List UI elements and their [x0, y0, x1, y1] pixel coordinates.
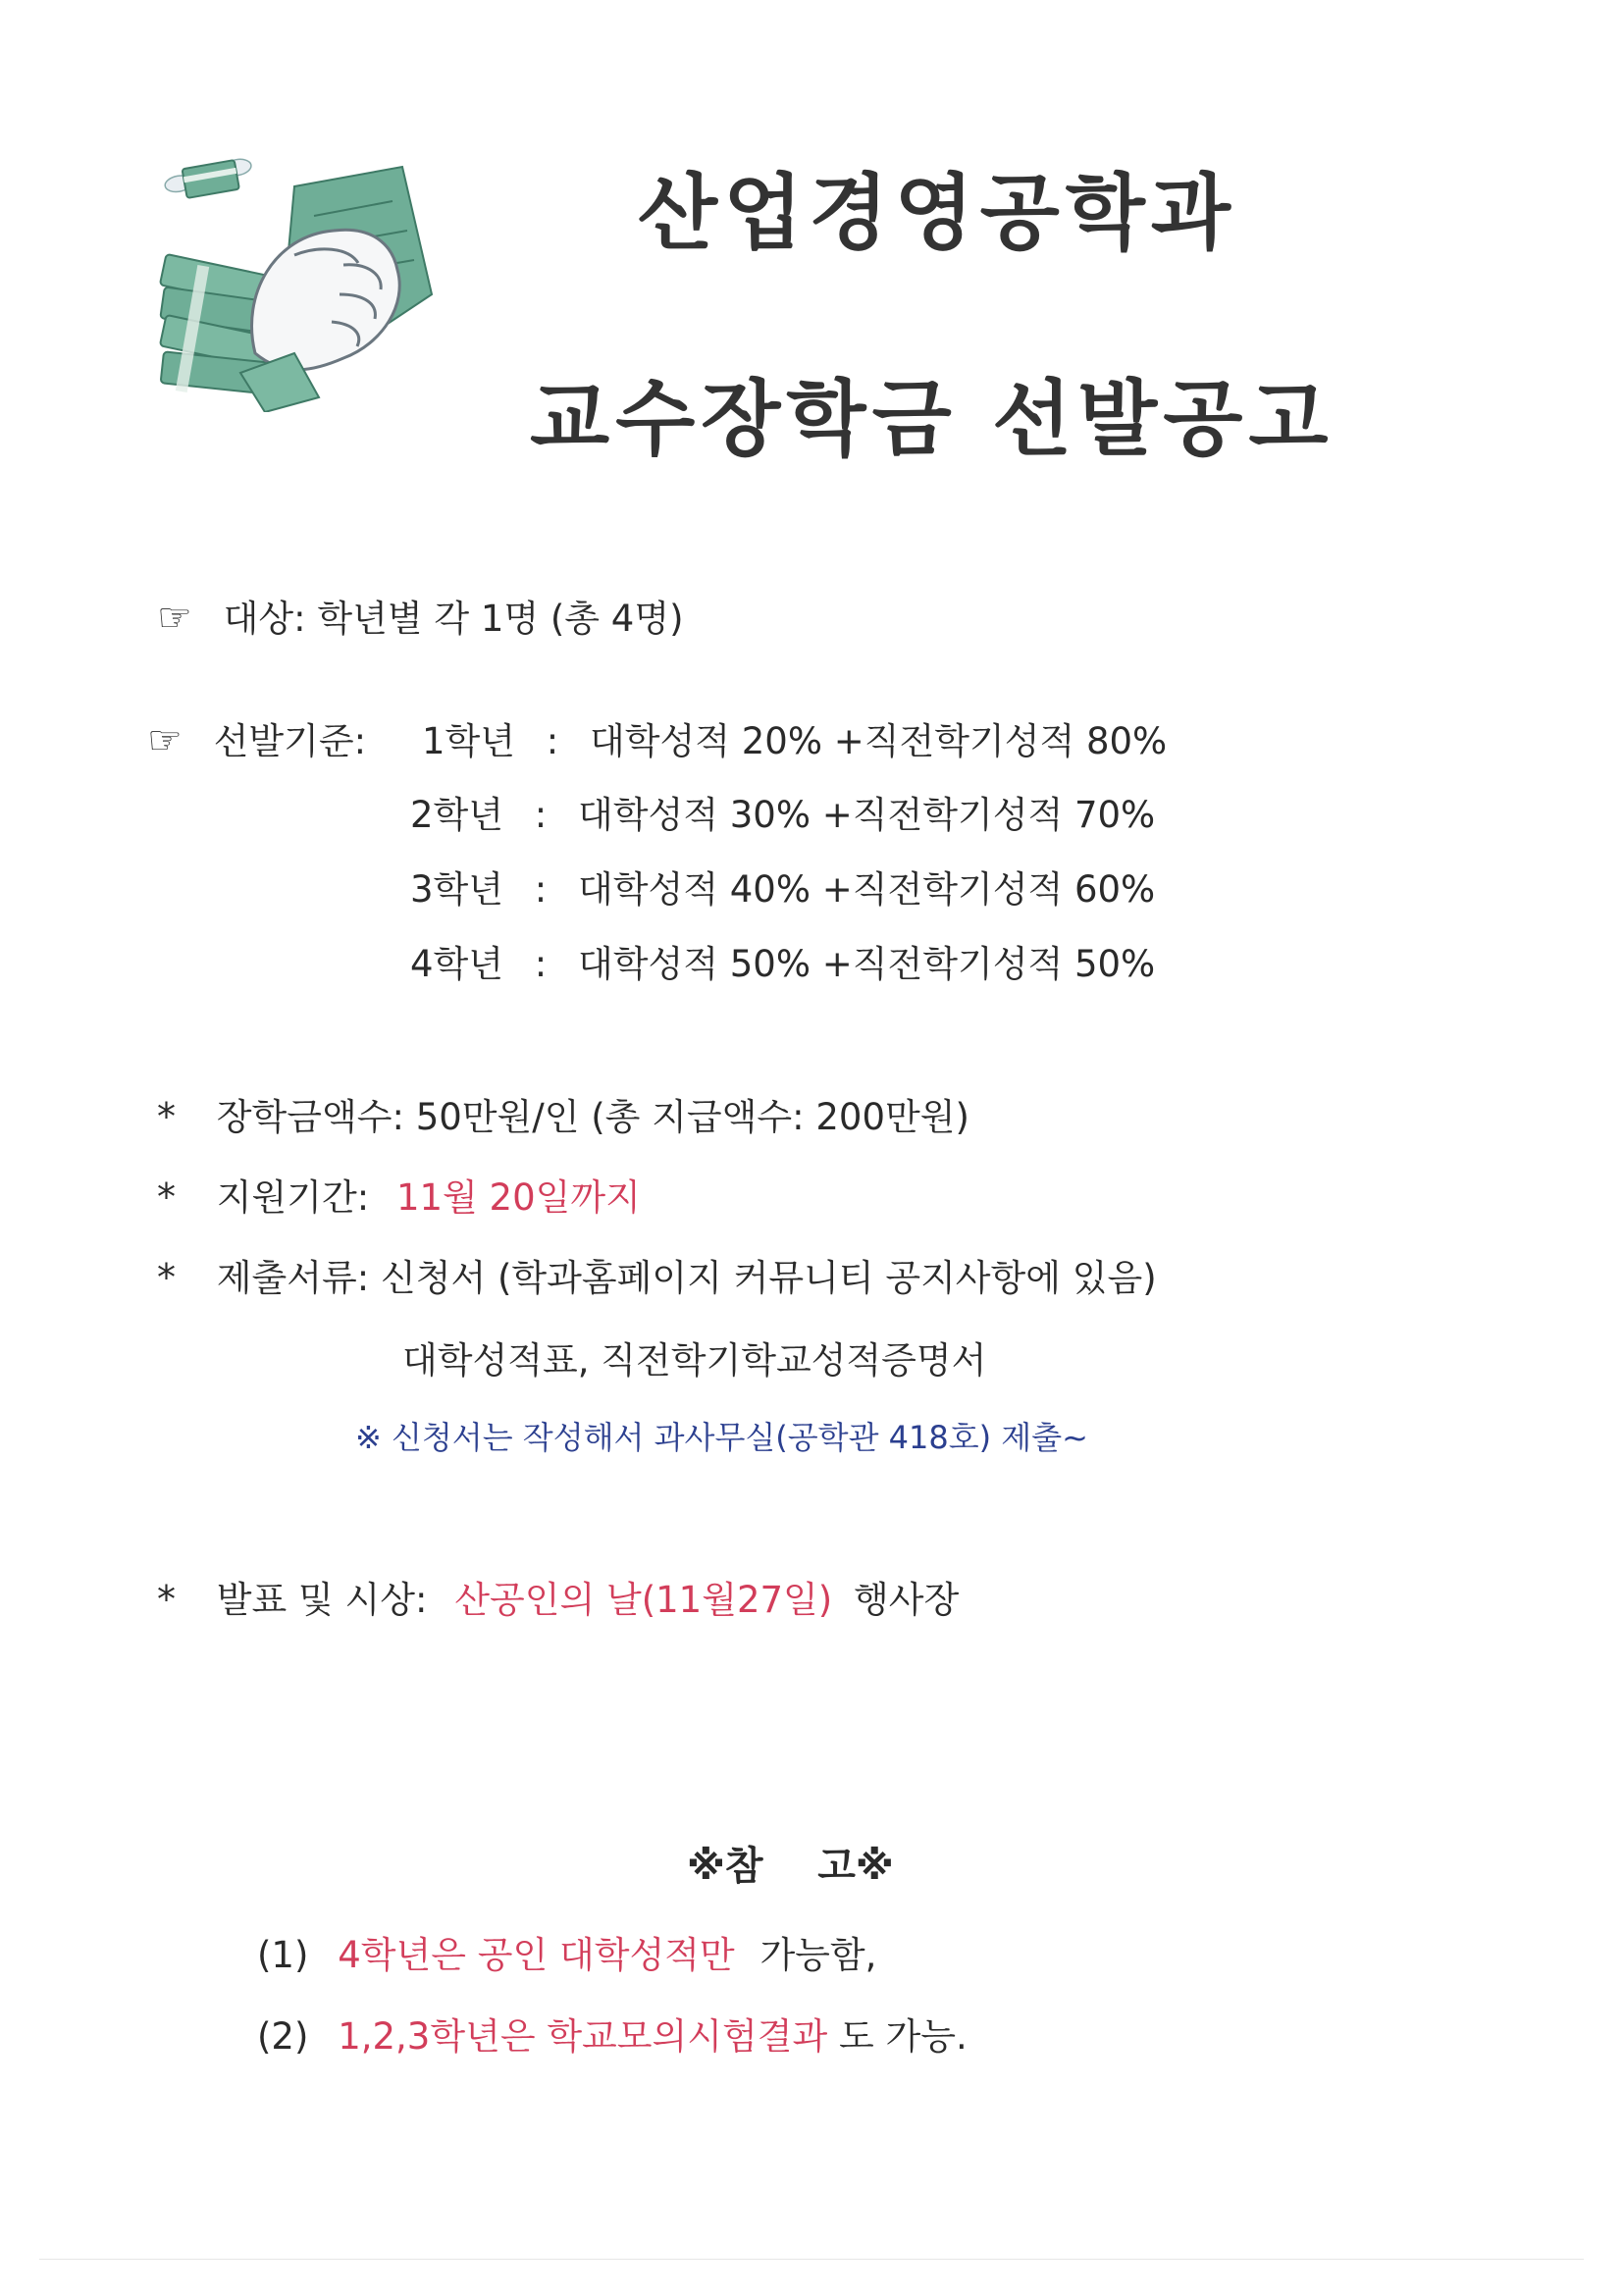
page-title-line1: 산업경영공학과	[638, 165, 1237, 261]
asterisk-icon: *	[157, 1095, 176, 1138]
criteria-grade: 2학년	[410, 794, 504, 836]
pointing-hand-icon: ☞	[147, 718, 183, 763]
reference-suffix: 도 가능.	[839, 2015, 968, 2058]
criteria-colon: :	[546, 720, 559, 762]
money-hand-icon	[147, 147, 442, 412]
asterisk-icon: *	[157, 1175, 176, 1219]
page-bottom-rule	[39, 2259, 1584, 2260]
criteria-header	[147, 711, 366, 764]
reference-text: 4학년은 공인 대학성적만	[338, 1934, 735, 1976]
target-text: 대상: 학년별 각 1명 (총 4명)	[223, 598, 684, 640]
documents-note: ※ 신청서는 작성해서 과사무실(공학관 418호) 제출~	[355, 1419, 1088, 1456]
criteria-row	[410, 785, 1155, 838]
announcement-value: 산공인의 날(11월27일)	[454, 1579, 833, 1621]
pointing-hand-icon: ☞	[157, 596, 192, 641]
period-value: 11월 20일까지	[395, 1176, 641, 1219]
criteria-row	[410, 860, 1155, 913]
criteria-grade: 1학년	[422, 720, 516, 762]
amount-line	[157, 1087, 969, 1140]
criteria-row	[422, 711, 1167, 764]
criteria-text: 대학성적 30% +직전학기성적 70%	[578, 794, 1156, 836]
target-line	[157, 589, 684, 642]
criteria-grade: 3학년	[410, 868, 504, 911]
reference-item	[257, 1925, 876, 1978]
criteria-label: 선발기준:	[213, 720, 367, 762]
criteria-colon: :	[534, 943, 548, 985]
announcement-label: 발표 및 시상:	[216, 1579, 428, 1621]
criteria-colon: :	[534, 794, 548, 836]
asterisk-icon: *	[157, 1256, 176, 1299]
announcement-line	[157, 1570, 959, 1623]
period-line	[157, 1168, 641, 1221]
criteria-colon: :	[534, 868, 548, 911]
criteria-text: 대학성적 40% +직전학기성적 60%	[578, 868, 1156, 911]
reference-title: ※참 고※	[687, 1844, 894, 1889]
reference-number: (1)	[257, 1934, 309, 1976]
documents-text: 제출서류: 신청서 (학과홈페이지 커뮤니티 공지사항에 있음)	[216, 1257, 1157, 1299]
reference-suffix: 가능함,	[759, 1934, 877, 1976]
reference-number: (2)	[257, 2015, 309, 2058]
page-title-line2: 교수장학금 선발공고	[530, 371, 1335, 467]
period-label: 지원기간:	[216, 1176, 370, 1219]
documents-line2: 대학성적표, 직전학기학교성적증명서	[402, 1339, 987, 1382]
reference-item	[257, 2007, 968, 2060]
criteria-text: 대학성적 20% +직전학기성적 80%	[590, 720, 1168, 762]
criteria-row	[410, 934, 1155, 987]
reference-text: 1,2,3학년은 학교모의시험결과	[338, 2015, 828, 2058]
criteria-grade: 4학년	[410, 943, 504, 985]
asterisk-icon: *	[157, 1578, 176, 1621]
announcement-suffix: 행사장	[854, 1579, 960, 1621]
amount-text: 장학금액수: 50만원/인 (총 지급액수: 200만원)	[216, 1096, 969, 1138]
documents-line	[157, 1248, 1157, 1301]
criteria-text: 대학성적 50% +직전학기성적 50%	[578, 943, 1156, 985]
